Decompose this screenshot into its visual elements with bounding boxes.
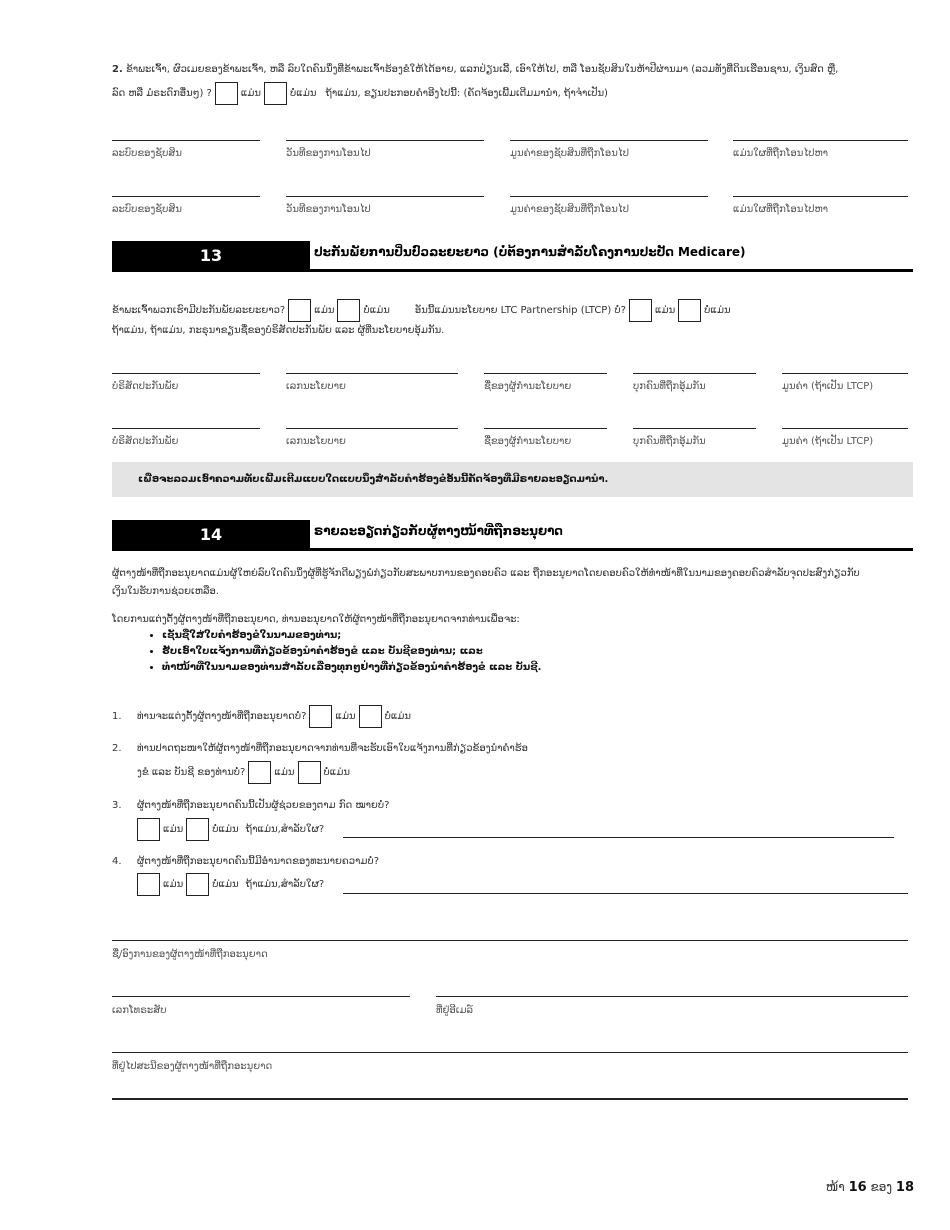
rep-q2-no-label: ບໍ່ແມ່ນ bbox=[323, 767, 350, 778]
rep-q4-number: 4. bbox=[112, 856, 122, 867]
rep-q4-no-label: ບໍ່ແມ່ນ bbox=[212, 879, 239, 890]
ltc-question-row bbox=[112, 299, 731, 322]
rep-q2-yes-checkbox[interactable] bbox=[248, 761, 271, 784]
rep-q1-no-checkbox[interactable] bbox=[359, 705, 382, 728]
q2-line2 bbox=[112, 82, 608, 105]
q2-no-label: ບໍ່ແມ່ນ bbox=[290, 88, 317, 99]
asset-description-label: ລະບົບຂອງຊັບສິນ bbox=[112, 204, 183, 215]
ltc-no-checkbox[interactable] bbox=[337, 299, 360, 322]
transferred-to-label: ແມ່ນໃຜທີ່ຖືກໂອນໄປຫາ bbox=[733, 204, 829, 215]
rep-address-label: ທີ່ຢູ່ໄປສະນີຂອງຜູ້ຕາງໜ້າທີ່ຖືກອະນຸຍາດ bbox=[112, 1061, 273, 1072]
q2-no-checkbox[interactable] bbox=[264, 82, 287, 105]
list-item: • ຮັບເອົາໃບແຈ້ງການທີ່ກ່ຽວຂ້ອງນໍາຄໍາຮ້ອງຂໍ ແລະ ບັນຊີຂອງທ່ານ; ແລະ bbox=[162, 646, 541, 657]
rep-q3-yes-checkbox[interactable] bbox=[137, 818, 160, 841]
page-current: 16 bbox=[848, 1180, 867, 1195]
rep-name-field[interactable] bbox=[112, 940, 908, 941]
list-item: • ທໍາໜ້າທີ່ໃນນາມຂອງທ່ານສໍາລັບເລື່ອງທຸກໆຢ່າງທີ່ກ່ຽວຂ້ອງນໍາຄໍາຮ້ອງຂໍ ແລະ ບັນຊີ. bbox=[162, 662, 541, 673]
rep-phone-label: ເລກໂທຣະສັບ bbox=[112, 1005, 167, 1016]
rep-q2-line2 bbox=[137, 761, 350, 784]
rep-q3-no-label: ບໍ່ແມ່ນ bbox=[212, 824, 239, 835]
rep-q3-no-checkbox[interactable] bbox=[186, 818, 209, 841]
rep-q4-yes-checkbox[interactable] bbox=[137, 873, 160, 896]
covered-person-field-2[interactable] bbox=[633, 428, 756, 429]
rep-phone-field[interactable] bbox=[112, 996, 410, 997]
asset-value-field-1[interactable] bbox=[510, 140, 708, 141]
rep-q3-yes-label: ແມ່ນ bbox=[163, 824, 184, 835]
rep-q1-yes-checkbox[interactable] bbox=[309, 705, 332, 728]
insurer-label: ບໍຣິສັດປະກັນພັຍ bbox=[112, 381, 179, 392]
rep-q4-yes-label: ແມ່ນ bbox=[163, 879, 184, 890]
list-item: • ເຊັນຊື່ໃສ່ໃບຄໍາຮ້ອງຂໍໃນນາມຂອງທ່ານ; bbox=[162, 630, 541, 641]
q2-line1 bbox=[112, 64, 838, 75]
insurer-field-2[interactable] bbox=[112, 428, 260, 429]
ltcp-value-label: ມູນຄ່າ (ຖ້າເປັນ LTCP) bbox=[782, 381, 874, 392]
q2-yes-label: ແມ່ນ bbox=[240, 88, 262, 99]
asset-value-label: ມູນຄ່າຂອງຊັບສິນທີ່ຖືກໂອນໄປ bbox=[510, 148, 629, 159]
section-14-number: 14 bbox=[112, 520, 310, 548]
rep-powers-list bbox=[112, 630, 541, 678]
additional-info-note: ເພື່ອຈະລວມເອົາຄວາມທັບເພີ້ມເຕີມແບບໃດແບບນຶ່ງສໍາລັບຄໍາຮ້ອງຂໍອັນນີ້ຄັດຈ້ອງທີ່ມີຣາຍລະອຽດມານໍາ. bbox=[112, 462, 913, 497]
ltcp-yes-checkbox[interactable] bbox=[629, 299, 652, 322]
rep-q4-text: ຜູ້ຕາງໜ້າທີ່ຖືກອະນຸຍາດຄົນນີ້ມີອໍານາດຂອງທະນາຍຄວາມບໍ່? bbox=[137, 856, 380, 867]
rep-email-label: ທີ່ຢູ່ອີເມລ໌ bbox=[436, 1005, 474, 1016]
rep-q2-yes-label: ແມ່ນ bbox=[274, 767, 295, 778]
q2-question-end: ລົດ ຫລື ມໍຣະດົກອື່ນໆ) ? bbox=[112, 88, 212, 99]
rep-q4-no-checkbox[interactable] bbox=[186, 873, 209, 896]
ltc-no-label: ບໍ່ແມ່ນ bbox=[363, 305, 390, 316]
transfer-date-field-2[interactable] bbox=[286, 196, 484, 197]
insurer-label: ບໍຣິສັດປະກັນພັຍ bbox=[112, 436, 179, 447]
ltcp-yes-label: ແມ່ນ bbox=[654, 305, 676, 316]
policyholder-label: ຊື່ຂອງຜູ້ກໍານະໂຍບາຍ bbox=[484, 381, 572, 392]
page-total: 18 bbox=[895, 1180, 914, 1195]
page-prefix: ໜ້າ bbox=[825, 1180, 845, 1194]
rep-q1-text: ທ່ານຈະແຕ່ງຕັ້ງຜູ້ຕາງໜ້າທີ່ຖືກອະນຸຍາດບໍ່? bbox=[137, 711, 307, 722]
rep-q2-text: ທ່ານປາດຖະໜາໃຫ້ຜູ້ຕາງໜ້າທີ່ຖືກອະນຸຍາດຈາກທ່ານທີ່ຈະຮັບເອົາໃບແຈ້ງການທີ່ກ່ຽວຂ້ອງນໍາຄໍາຮ້ອ bbox=[137, 743, 528, 754]
transfer-date-label: ວັນທີຂອງການໂອນໄປ bbox=[286, 148, 371, 159]
covered-person-field-1[interactable] bbox=[633, 373, 756, 374]
ltc-yes-checkbox[interactable] bbox=[288, 299, 311, 322]
rep-q3-whom-field[interactable] bbox=[343, 837, 894, 838]
asset-value-field-2[interactable] bbox=[510, 196, 708, 197]
rep-definition-line1: ຜູ້ຕາງໜ້າທີ່ຖືກອະນຸຍາດແມ່ນຜູ້ໃຫຍ່ລົບໃດຄົນນຶ່ງຜູ້ທີ່ຮູ້ຈັກດີພຽງພໍກ່ຽວກັບສະພາບການຂອງຄອບຄົວ ແລະ ຖືກອະນຸຍາດໂດຍຄອບຄົວໃຫ້ທໍາໜ້າທີ່ໃນນາມຂອງຄອບຄົວສໍາລັບຈຸດປະສົງກ່ຽວກັບ bbox=[112, 568, 860, 579]
rep-definition-line2: ເງິນໃນຮັບການຊ່ວຍເຫລືອ. bbox=[112, 586, 219, 597]
q2-number: 2. bbox=[112, 64, 123, 75]
ltcp-value-field-1[interactable] bbox=[782, 373, 908, 374]
q2-yes-checkbox[interactable] bbox=[215, 82, 238, 105]
covered-person-label: ບຸກຄົນທີ່ຖືກອຸ້ມກັນ bbox=[633, 381, 706, 392]
rep-address-field[interactable] bbox=[112, 1052, 908, 1053]
ltc-question: ຂ້າພະເຈົ້າພວກເຮົາມີປະກັນພັຍລະຍະຍາວ? bbox=[112, 305, 286, 316]
rep-q3-text: ຜູ້ຕາງໜ້າທີ່ຖືກອະນຸຍາດຄົນນີ້ເປັນຜູ້ຊ່ວຍຂອງຕາມ ກົດ ໝາຍບໍ່? bbox=[137, 800, 390, 811]
asset-description-field-2[interactable] bbox=[112, 196, 260, 197]
rep-q4-if-yes: ຖ້າແມ່ນ,ສໍາລັບໃຜ? bbox=[245, 879, 325, 890]
rep-q2-text-cont: ງຂໍ ແລະ ບັນຊີ ຂອງທ່ານບໍ່? bbox=[137, 767, 246, 778]
rep-q4-line1 bbox=[112, 856, 379, 867]
policy-number-field-1[interactable] bbox=[286, 373, 458, 374]
section-13-number: 13 bbox=[112, 241, 310, 269]
ltcp-no-checkbox[interactable] bbox=[678, 299, 701, 322]
transfer-date-label: ວັນທີຂອງການໂອນໄປ bbox=[286, 204, 371, 215]
covered-person-label: ບຸກຄົນທີ່ຖືກອຸ້ມກັນ bbox=[633, 436, 706, 447]
ltc-yes-label: ແມ່ນ bbox=[314, 305, 335, 316]
ltc-instruction: ຖ້າແມ່ນ, ຖ້າແມ່ນ, ກະຣຸນາຂຽນຊື່ຂອງບໍຣິສັດປະກັນພັຍ ແລະ ຜູ້ທີ່ນະໂຍບາຍອຸ້ມກັນ. bbox=[112, 325, 445, 336]
section-13-header bbox=[112, 241, 913, 272]
rep-authorization-intro: ໂດຍການແຕ່ງຕັ້ງຜູ້ຕາງໜ້າທີ່ຖືກອະນຸຍາດ, ທ່ານອະນຸຍາດໃຫ້ຜູ້ຕາງໜ້າທີ່ຖືກອະນຸຍາດຈາກທ່ານເພື່ອຈະ: bbox=[112, 614, 520, 625]
insurer-field-1[interactable] bbox=[112, 373, 260, 374]
policy-number-label: ເລກນະໂຍບາຍ bbox=[286, 381, 346, 392]
rep-q4-line2 bbox=[137, 873, 324, 896]
rep-q3-number: 3. bbox=[112, 800, 122, 811]
transferred-to-label: ແມ່ນໃຜທີ່ຖືກໂອນໄປຫາ bbox=[733, 148, 829, 159]
asset-description-label: ລະບົບຂອງຊັບສິນ bbox=[112, 148, 183, 159]
rep-q2-no-checkbox[interactable] bbox=[298, 761, 321, 784]
rep-q1-number: 1. bbox=[112, 711, 122, 722]
rep-q2-line1 bbox=[112, 743, 528, 754]
section-13-title: ປະກັນພັຍການປິ່ນປົວລະຍະຍາວ (ບໍ່ຕ້ອງການສໍາລັບໂຄງການປະປັດ Medicare) bbox=[314, 245, 746, 259]
transfer-date-field-1[interactable] bbox=[286, 140, 484, 141]
policyholder-label: ຊື່ຂອງຜູ້ກໍານະໂຍບາຍ bbox=[484, 436, 572, 447]
policy-number-label: ເລກນະໂຍບາຍ bbox=[286, 436, 346, 447]
rep-q3-line2 bbox=[137, 818, 324, 841]
rep-q3-line1 bbox=[112, 800, 389, 811]
rep-email-field[interactable] bbox=[436, 996, 908, 997]
transferred-to-field-2[interactable] bbox=[733, 196, 908, 197]
rep-name-label: ຊື່/ອົງການຂອງຜູ້ຕາງໜ້າທີ່ຖືກອະນຸຍາດ bbox=[112, 949, 268, 960]
ltcp-no-label: ບໍ່ແມ່ນ bbox=[704, 305, 731, 316]
q2-text: ຂ້າພະເຈົ້າ, ຜົວເມຍຂອງຂ້າພະເຈົ້າ, ຫລື ລົບໃດຄົນນຶ່ງທີ່ຂ້າພະເຈົ້າຮ້ອງຂໍໃຫ້ໄດ້ອາຍ, ແລກປ່ຽນເລີ້, ເອົາໃຫ້ໄປ, ຫລື ໂອນຊັບສິນໃນຫ້າປີຜ່ານມາ (ລວມທັງທີ່ດິນເຮືອນຊານ, ເງິນສົດ ຫຼື, bbox=[125, 64, 839, 75]
rep-q4-whom-field[interactable] bbox=[343, 893, 908, 894]
ltcp-value-field-2[interactable] bbox=[782, 428, 908, 429]
policyholder-field-1[interactable] bbox=[484, 373, 607, 374]
section-14-title: ຣາຍລະອຽດກ່ຽວກັບຜູ້ຕາງໜ້າທີ່ຖືກອະນຸຍາດ bbox=[314, 524, 563, 538]
rep-address-field-line2[interactable] bbox=[112, 1098, 908, 1100]
rep-q1-yes-label: ແມ່ນ bbox=[335, 711, 356, 722]
asset-description-field-1[interactable] bbox=[112, 140, 260, 141]
ltcp-value-label: ມູນຄ່າ (ຖ້າເປັນ LTCP) bbox=[782, 436, 874, 447]
section-14-header bbox=[112, 520, 913, 551]
asset-value-label: ມູນຄ່າຂອງຊັບສິນທີ່ຖືກໂອນໄປ bbox=[510, 204, 629, 215]
transferred-to-field-1[interactable] bbox=[733, 140, 908, 141]
policyholder-field-2[interactable] bbox=[484, 428, 607, 429]
page-number bbox=[826, 1180, 914, 1195]
rep-q2-number: 2. bbox=[112, 743, 122, 754]
q2-instruction: ຖ້າແມ່ນ, ຂຽນປະກອບຄໍາອີງໄປນີ້: (ຄັດຈ້ອງເພີ້ມເຕີມມານໍາ, ຖ້າຈໍາເປັນ) bbox=[325, 88, 608, 99]
ltcp-question: ອັນນີ້ແມ່ນນະໂຍບາຍ LTC Partnership (LTCP) ບໍ່? bbox=[414, 305, 626, 316]
policy-number-field-2[interactable] bbox=[286, 428, 458, 429]
rep-q1-no-label: ບໍ່ແມ່ນ bbox=[384, 711, 412, 722]
rep-q3-if-yes: ຖ້າແມ່ນ,ສໍາລັບໃຜ? bbox=[245, 824, 325, 835]
rep-q1-row bbox=[112, 705, 411, 728]
page-of: ຂອງ bbox=[870, 1180, 893, 1194]
